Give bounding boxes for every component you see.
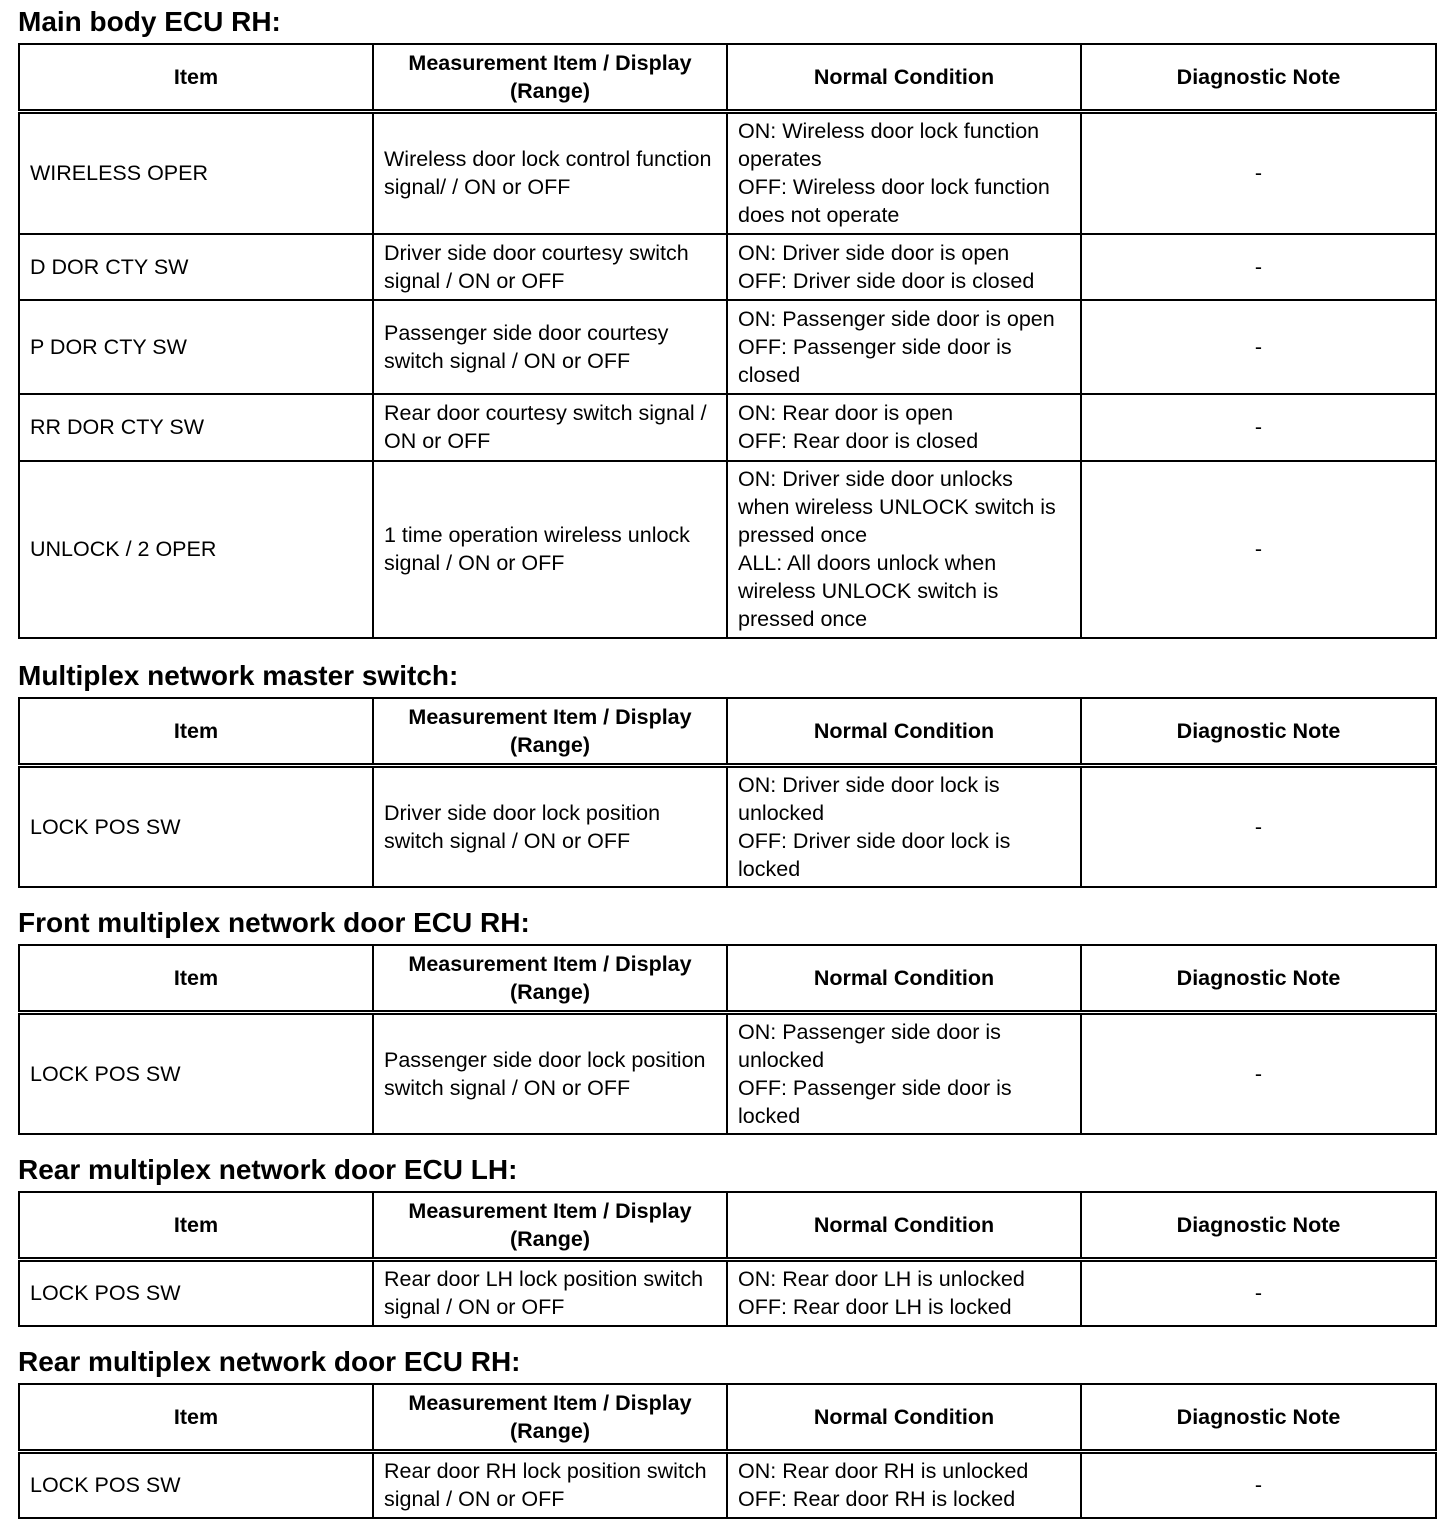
section-title-front-door-ecu-rh: Front multiplex network door ECU RH: [18,907,530,938]
cell-measurement: Driver side door courtesy switch signal / ON or OFF [373,234,727,300]
header-measurement: Measurement Item / Display (Range) [373,44,727,112]
header-item: Item [19,945,373,1013]
header-normal-condition: Normal Condition [727,1384,1081,1452]
cell-measurement: Rear door courtesy switch signal / ON or OFF [373,394,727,461]
table-front-door-ecu-rh [18,944,1437,1135]
cell-measurement: Passenger side door lock position switch signal / ON or OFF [373,1013,727,1134]
condition-off: OFF: Driver side door is closed [738,268,1035,293]
header-diagnostic-note: Diagnostic Note [1081,945,1436,1013]
table-row [19,1260,1436,1326]
condition-all: ALL: All doors unlock when wireless UNLOCK switch is pressed once [738,551,999,631]
cell-diagnostic-note: - [1081,1013,1436,1134]
header-measurement: Measurement Item / Display (Range) [373,945,727,1013]
header-item: Item [19,1192,373,1260]
table-multiplex-master-switch [18,697,1437,888]
cell-measurement: Wireless door lock control function signal/ / ON or OFF [373,112,727,234]
header-item: Item [19,1384,373,1452]
header-normal-condition: Normal Condition [727,698,1081,766]
header-measurement: Measurement Item / Display (Range) [373,698,727,766]
cell-normal-condition [727,766,1081,887]
condition-on: ON: Driver side door unlocks when wireless UNLOCK switch is pressed once [738,467,1056,547]
condition-on: ON: Passenger side door is unlocked [738,1019,1001,1072]
table-row [19,234,1436,300]
header-diagnostic-note: Diagnostic Note [1081,44,1436,112]
condition-on: ON: Wireless door lock function operates [738,119,1040,172]
header-diagnostic-note: Diagnostic Note [1081,1192,1436,1260]
section-title-multiplex-master-switch: Multiplex network master switch: [18,660,459,691]
cell-normal-condition [727,300,1081,394]
condition-on: ON: Driver side door lock is unlocked [738,772,1000,825]
cell-normal-condition [727,1452,1081,1518]
cell-diagnostic-note: - [1081,300,1436,394]
table-rear-door-ecu-lh [18,1191,1437,1327]
cell-item: LOCK POS SW [19,1452,373,1518]
condition-off: OFF: Wireless door lock function does not operate [738,175,1050,228]
cell-measurement: Rear door LH lock position switch signal / ON or OFF [373,1260,727,1326]
cell-diagnostic-note: - [1081,1452,1436,1518]
header-diagnostic-note: Diagnostic Note [1081,698,1436,766]
condition-off: OFF: Driver side door lock is locked [738,828,1011,881]
cell-measurement: Rear door RH lock position switch signal / ON or OFF [373,1452,727,1518]
header-item: Item [19,698,373,766]
cell-diagnostic-note: - [1081,766,1436,887]
table-main-body-ecu-rh [18,43,1437,639]
section-title-rear-door-ecu-lh: Rear multiplex network door ECU LH: [18,1154,518,1185]
table-header-row [19,945,1436,1013]
cell-item: RR DOR CTY SW [19,394,373,461]
header-item: Item [19,44,373,112]
table-header-row [19,698,1436,766]
condition-on: ON: Passenger side door is open [738,306,1055,331]
header-normal-condition: Normal Condition [727,1192,1081,1260]
cell-diagnostic-note: - [1081,112,1436,234]
cell-normal-condition [727,234,1081,300]
condition-off: OFF: Rear door is closed [738,429,979,453]
cell-diagnostic-note: - [1081,394,1436,461]
cell-item: WIRELESS OPER [19,112,373,234]
condition-off: OFF: Passenger side door is closed [738,334,1012,387]
header-diagnostic-note: Diagnostic Note [1081,1384,1436,1452]
condition-on: ON: Rear door is open [738,401,954,425]
table-row [19,394,1436,461]
cell-normal-condition [727,112,1081,234]
cell-diagnostic-note: - [1081,461,1436,638]
cell-item: UNLOCK / 2 OPER [19,461,373,638]
table-header-row [19,44,1436,112]
cell-item: D DOR CTY SW [19,234,373,300]
table-header-row [19,1192,1436,1260]
cell-measurement: Passenger side door courtesy switch signal / ON or OFF [373,300,727,394]
cell-item: LOCK POS SW [19,1260,373,1326]
section-title-main-body-ecu-rh: Main body ECU RH: [18,6,281,37]
cell-item: LOCK POS SW [19,1013,373,1134]
cell-normal-condition [727,461,1081,638]
cell-diagnostic-note: - [1081,234,1436,300]
table-row [19,461,1436,638]
condition-on: ON: Driver side door is open [738,240,1010,265]
condition-off: OFF: Rear door LH is locked [738,1295,1012,1320]
cell-diagnostic-note: - [1081,1260,1436,1326]
table-row [19,766,1436,887]
section-title-rear-door-ecu-rh: Rear multiplex network door ECU RH: [18,1346,521,1377]
condition-off: OFF: Passenger side door is locked [738,1075,1012,1128]
table-row [19,1452,1436,1518]
cell-item: P DOR CTY SW [19,300,373,394]
table-row [19,112,1436,234]
header-measurement: Measurement Item / Display (Range) [373,1384,727,1452]
condition-on: ON: Rear door RH is unlocked [738,1459,1029,1484]
header-normal-condition: Normal Condition [727,945,1081,1013]
table-header-row [19,1384,1436,1452]
table-row [19,1013,1436,1134]
cell-normal-condition [727,394,1081,461]
header-measurement: Measurement Item / Display (Range) [373,1192,727,1260]
table-rear-door-ecu-rh [18,1383,1437,1519]
cell-item: LOCK POS SW [19,766,373,887]
cell-normal-condition [727,1013,1081,1134]
condition-on: ON: Rear door LH is unlocked [738,1267,1025,1292]
condition-off: OFF: Rear door RH is locked [738,1487,1016,1512]
table-row [19,300,1436,394]
header-normal-condition: Normal Condition [727,44,1081,112]
cell-measurement: 1 time operation wireless unlock signal / ON or OFF [373,461,727,638]
cell-normal-condition [727,1260,1081,1326]
cell-measurement: Driver side door lock position switch signal / ON or OFF [373,766,727,887]
